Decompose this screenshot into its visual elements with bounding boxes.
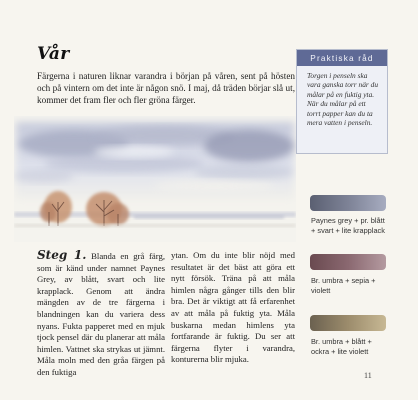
step-label: Steg 1. bbox=[37, 248, 87, 262]
swatch-caption-1: Paynes grey + pr. blått + svart + lite krapplack bbox=[311, 216, 385, 235]
page-number: 11 bbox=[364, 371, 372, 380]
watercolor-illustration bbox=[14, 116, 296, 242]
tips-box bbox=[296, 49, 388, 154]
step-column-2 bbox=[171, 250, 295, 366]
tips-header: Praktiska råd bbox=[297, 50, 387, 66]
color-swatch-umbra-ochre bbox=[309, 313, 387, 333]
watercolor-sky-image bbox=[14, 116, 296, 242]
color-swatch-paynes-grey bbox=[309, 193, 387, 213]
step-text-1: Blanda en grå färg, som är känd under namnet Paynes Grey, av blått, svart och lite krapplack. Genom att ändra mängden av de tre färgerna i blandningen kan du variera dess nyans. Fukta papperet med en mjuk tjock pensel där du planerar att måla himlen. Vattnet ska strykas ut jämnt. Måla moln med den gråa färgen på den fuktiga bbox=[37, 251, 165, 377]
step-text-2: ytan. Om du inte blir nöjd med resultatet är det bäst att göra ett nytt försök. Träna på att måla himlen några gånger tills den blir bra. Det är viktigt att få erfarenhet av att måla på fuktig yta. Måla buskarna medan himlens yta fortfarande är fuktig. Du ser att färgerna flyter i varandra, konturerna blir mjuka. bbox=[171, 250, 295, 365]
intro-paragraph: Färgerna i naturen liknar varandra i början på våren, sent på hösten och på vintern om det inte är någon snö. I maj, då träden börjar slå ut, kommer det fram fler och fler gröna färger. bbox=[37, 71, 295, 106]
swatch-caption-2: Br. umbra + sepia + violett bbox=[311, 276, 376, 295]
tips-text: Torgen i penseln ska vara ganska torr när du målar på en fuktig yta. När du målar på ett torrt papper kan du ta mera vatten i penseln. bbox=[307, 71, 379, 128]
page-title: Vår bbox=[37, 44, 70, 64]
step-column-1 bbox=[37, 250, 165, 379]
color-swatch-umbra-sepia bbox=[309, 252, 387, 272]
swatch-caption-3: Br. umbra + blått + ockra + lite violett bbox=[311, 337, 372, 356]
